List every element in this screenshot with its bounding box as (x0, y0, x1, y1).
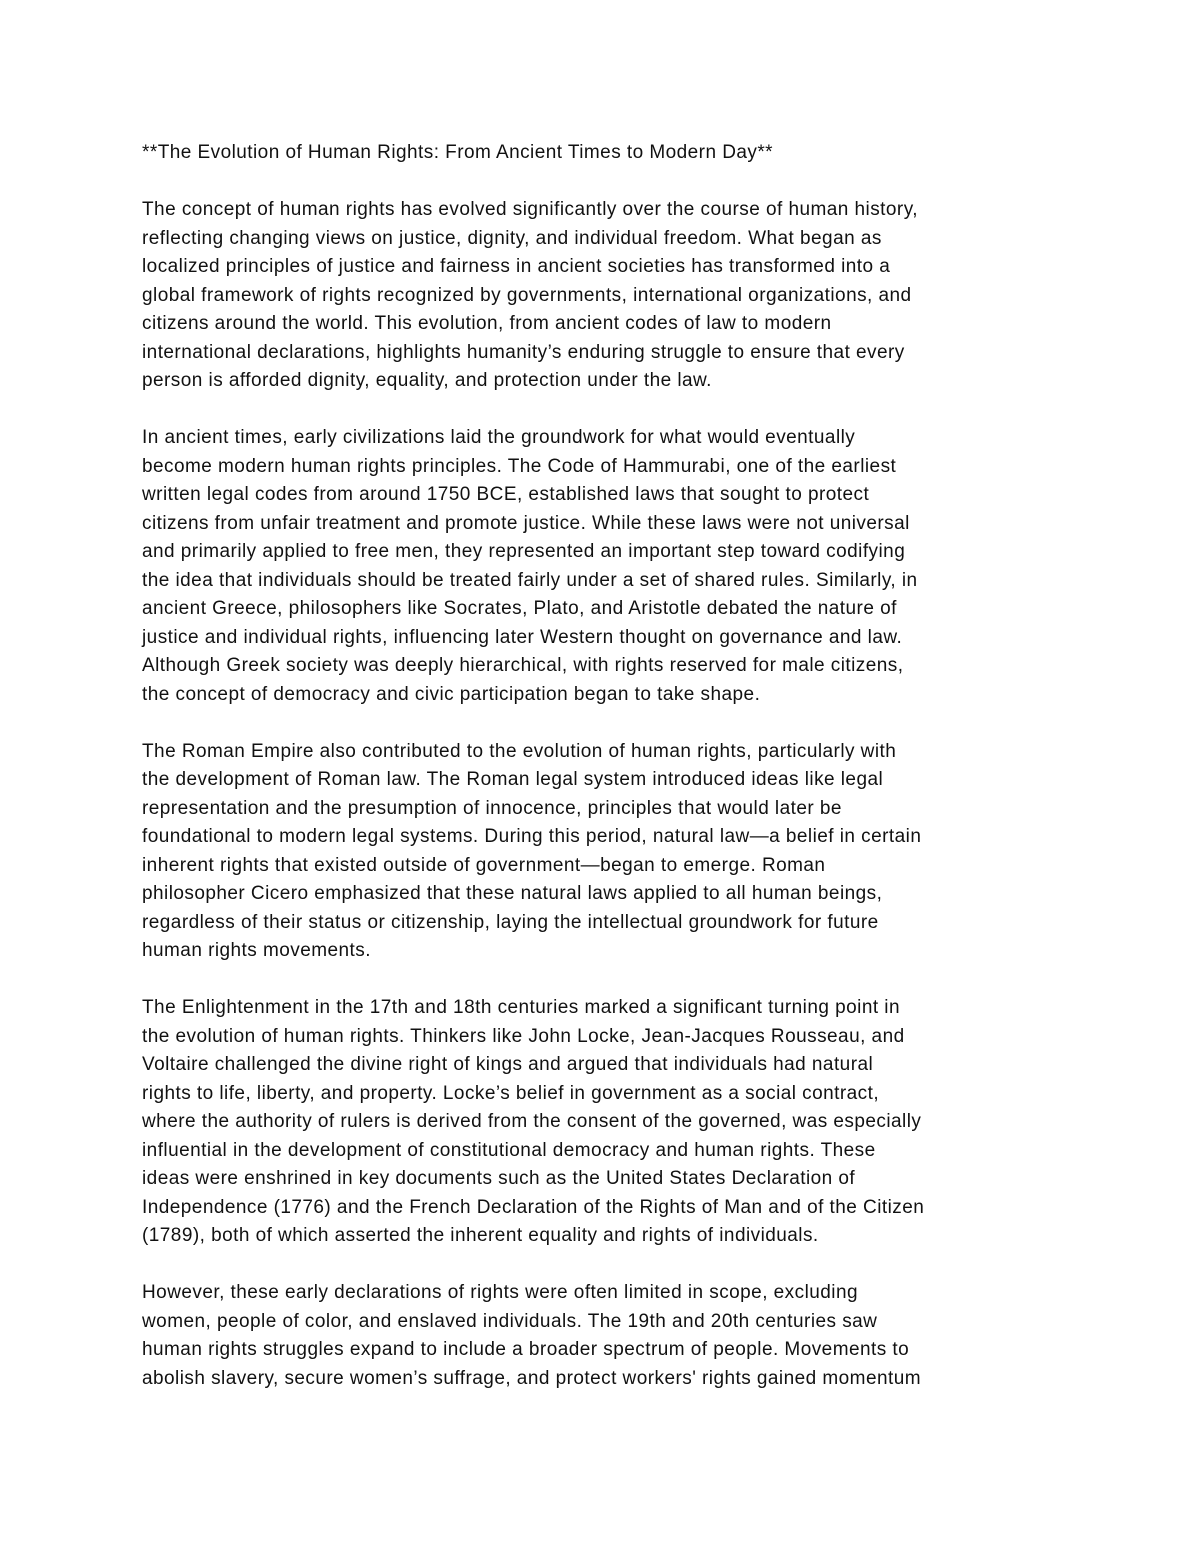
text-line: the idea that individuals should be treated fairly under a set of shared rules. Similarly, in (142, 569, 918, 591)
text-line: citizens around the world. This evolution, from ancient codes of law to modern (142, 313, 832, 334)
text-line: The Enlightenment in the 17th and 18th centuries marked a significant turning point in (142, 997, 900, 1018)
text-line: In ancient times, early civilizations laid the groundwork for what would eventually (142, 427, 856, 448)
text-line: person is afforded dignity, equality, and protection under the law. (142, 370, 712, 391)
text-line: ideas were enshrined in key documents such as the United States Declaration of (142, 1168, 856, 1189)
text-line: (1789), both of which asserted the inherent equality and rights of individuals. (142, 1225, 819, 1246)
text-line: The Roman Empire also contributed to the evolution of human rights, particularly with (142, 740, 897, 762)
text-line: Although Greek society was deeply hierarchical, with rights reserved for male citizens, (142, 655, 904, 676)
text-line: rights to life, liberty, and property. Locke’s belief in government as a social contract, (142, 1082, 880, 1104)
text-line: and primarily applied to free men, they represented an important step toward codifying (142, 541, 906, 562)
paragraph-ancient-times (142, 424, 1062, 709)
text-line: Voltaire challenged the divine right of kings and argued that individuals had natural (142, 1054, 874, 1075)
text-line: the development of Roman law. The Roman legal system introduced ideas like legal (142, 769, 884, 790)
text-line: ancient Greece, philosophers like Socrates, Plato, and Aristotle debated the nature of (142, 598, 897, 619)
text-line: Independence (1776) and the French Declaration of the Rights of Man and of the Citizen (142, 1196, 925, 1218)
text-line: written legal codes from around 1750 BCE, established laws that sought to protect (142, 484, 870, 505)
text-line: representation and the presumption of innocence, principles that would later be (142, 797, 842, 819)
text-line: where the authority of rulers is derived from the consent of the governed, was especially (142, 1111, 922, 1132)
text-line: global framework of rights recognized by governments, international organizations, and (142, 284, 912, 306)
text-line: reflecting changing views on justice, dignity, and individual freedom. What began as (142, 227, 882, 249)
text-line: localized principles of justice and fairness in ancient societies has transformed into a (142, 256, 891, 277)
paragraph-introduction (142, 196, 1062, 396)
text-line: justice and individual rights, influencing later Western thought on governance and law. (142, 626, 903, 648)
text-line: However, these early declarations of rights were often limited in scope, excluding (142, 1282, 858, 1303)
text-line: abolish slavery, secure women’s suffrage, and protect workers' rights gained momentum (142, 1367, 922, 1389)
text-line: human rights movements. (142, 940, 371, 961)
text-line: philosopher Cicero emphasized that these natural laws applied to all human beings, (142, 883, 883, 904)
paragraph-enlightenment (142, 994, 1062, 1251)
document-title: **The Evolution of Human Rights: From Ancient Times to Modern Day** (142, 142, 774, 163)
text-line: foundational to modern legal systems. During this period, natural law—a belief in certain (142, 826, 922, 847)
text-line: human rights struggles expand to include a broader spectrum of people. Movements to (142, 1339, 910, 1360)
document-body (142, 139, 1062, 1422)
paragraph-limited-declarations (142, 1279, 1062, 1393)
text-line: The concept of human rights has evolved significantly over the course of human history, (142, 199, 918, 220)
text-line: inherent rights that existed outside of government—began to emerge. Roman (142, 854, 826, 876)
text-line: regardless of their status or citizenship, laying the intellectual groundwork for future (142, 911, 879, 933)
text-line: the evolution of human rights. Thinkers like John Locke, Jean-Jacques Rousseau, and (142, 1025, 905, 1047)
text-line: international declarations, highlights humanity’s enduring struggle to ensure that every (142, 341, 905, 363)
text-line: become modern human rights principles. The Code of Hammurabi, one of the earliest (142, 455, 897, 477)
text-line: women, people of color, and enslaved individuals. The 19th and 20th centuries saw (142, 1310, 878, 1332)
text-line: citizens from unfair treatment and promote justice. While these laws were not universal (142, 512, 910, 534)
text-line: influential in the development of constitutional democracy and human rights. These (142, 1139, 876, 1161)
text-line: the concept of democracy and civic participation began to take shape. (142, 683, 761, 705)
paragraph-roman-empire (142, 738, 1062, 966)
